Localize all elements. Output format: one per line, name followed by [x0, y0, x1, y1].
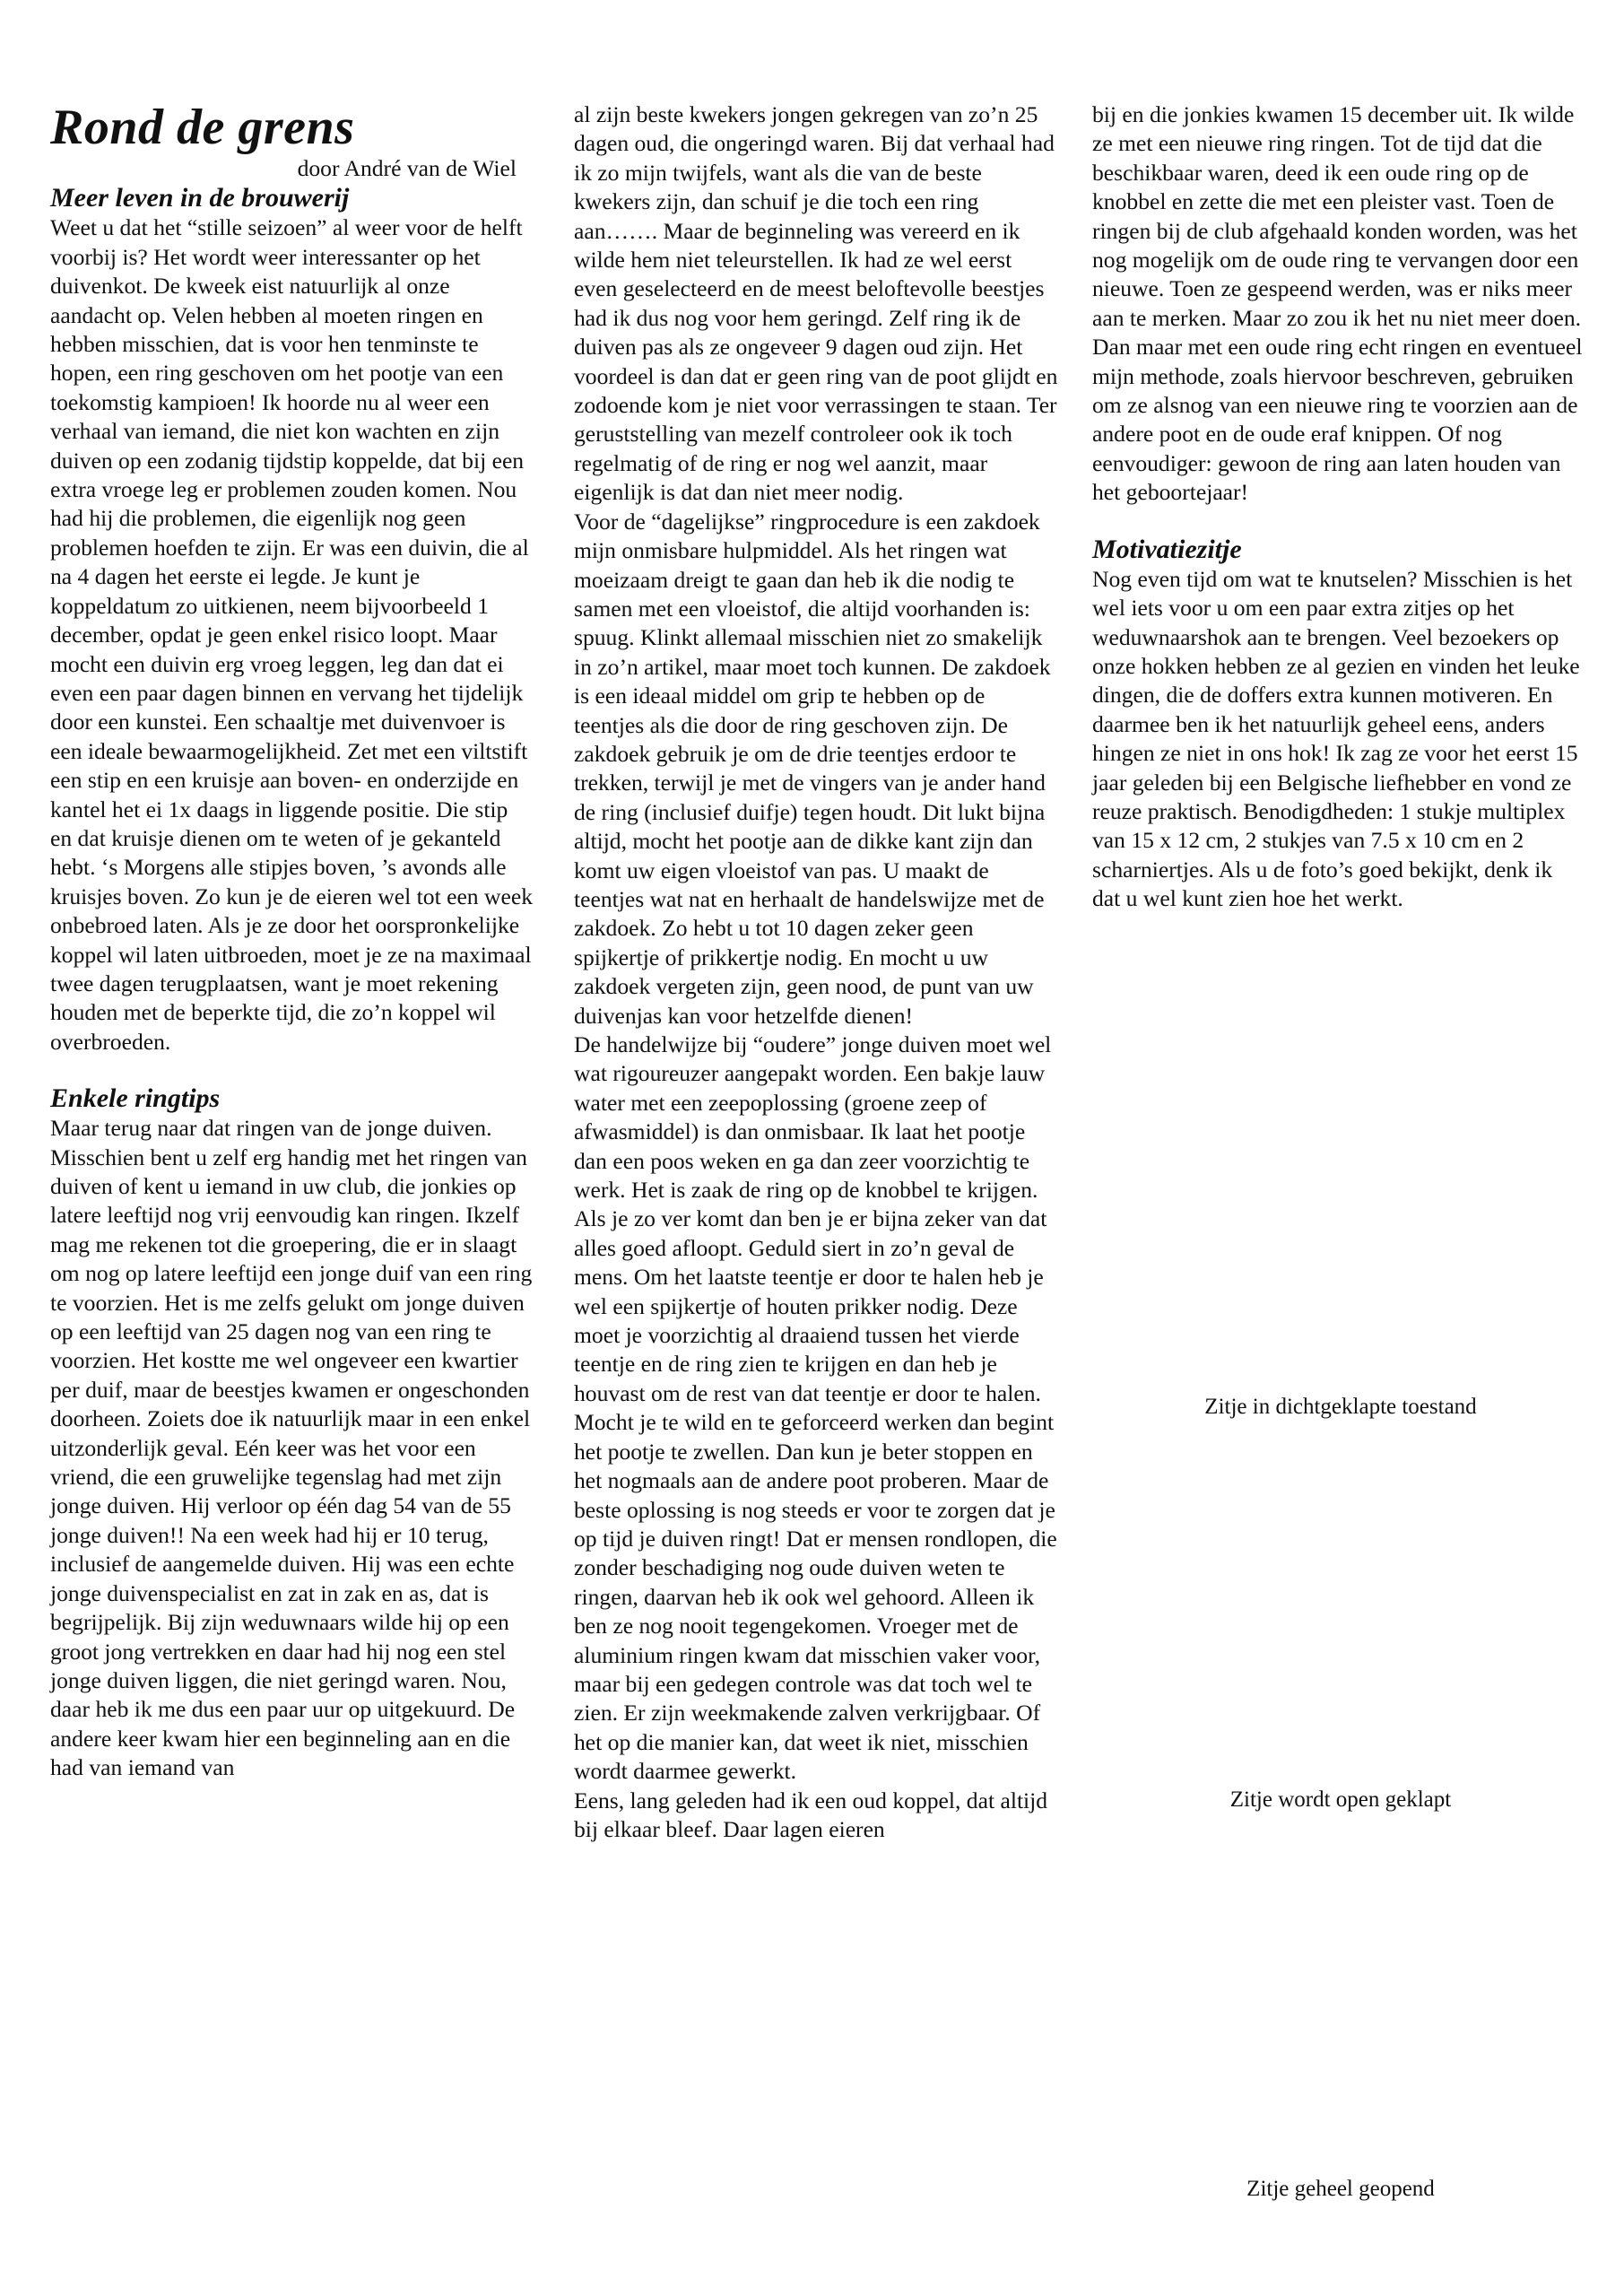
section-heading-brouwerij: Meer leven in de brouwerij [50, 183, 350, 213]
paragraph-col2-2: Voor de “dagelijkse” ringprocedure is een zakdoek mijn onmisbare hulpmiddel. Als het ringen wat moeizaam dreigt te gaan dan heb ik die nodig te samen met een vloeistof, die altijd voorhanden is: spuug. Klinkt allemaal misschien niet zo smakelijk in zo’n artikel, maar moet toch kunnen. De zakdoek is een ideaal middel om grip te hebben op de teentjes als die door de ring geschoven zijn. De zakdoek gebruik je om de drie teentjes erdoor te trekken, terwijl je met de vingers van je ander hand de ring (inclusief duifje) tegen houdt. Dit lukt bijna altijd, mocht het pootje aan de dikke kant zijn dan komt uw eigen vloeistof van pas. U maakt de teentjes wat nat en herhaalt de handelswijze met de zakdoek. Zo hebt u tot 10 dagen zeker geen spijkertje of prikkertje nodig. En mocht u uw zakdoek vergeten zijn, geen nood, de punt van uw duivenjas kan voor hetzelfde dienen! [574, 508, 1051, 1029]
column-2 [574, 100, 1058, 1844]
paragraph-col3-1: bij en die jonkies kwamen 15 december uit. Ik wilde ze met een nieuwe ring ringen. Tot de tijd dat die beschikbaar waren, deed ik een oude ring op de knobbel en zette die met een pleister vast. Toen de ringen bij de club afgehaald konden worden, was het nog mogelijk om de oude ring te vervangen door een nieuwe. Toen ze gespeend werden, was er niks meer aan te merken. Maar zo zou ik het nu niet meer doen. Dan maar met een oude ring echt ringen en eventueel mijn methode, zoals hiervoor beschreven, gebruiken om ze alsnog van een nieuwe ring te voorzien aan de andere poot en de oude eraf knippen. Of nog eenvoudiger: gewoon de ring aan laten houden van het geboortejaar! [1092, 101, 1583, 506]
paragraph-col2-4: Eens, lang geleden had ik een oud koppel, dat altijd bij elkaar bleef. Daar lagen eieren [574, 1787, 1048, 1842]
article-title: Rond de grens [50, 100, 355, 155]
article-byline: door André van de Wiel [297, 155, 517, 181]
section-heading-motivatiezitje: Motivatiezitje [1092, 534, 1242, 564]
section-heading-ringtips: Enkele ringtips [50, 1083, 221, 1114]
spacer [50, 1057, 534, 1083]
column-3 [1092, 100, 1585, 914]
column-1 [50, 100, 534, 1783]
section-text-brouwerij: Weet u dat het “stille seizoen” al weer voor de helft voorbij is? Het wordt weer interessanter op het duivenkot. De kweek eist natuurlijk al onze aandacht op. Velen hebben al moeten ringen en hebben misschien, dat is voor hen tenminste te hopen, een ring geschoven om het pootje van een toekomstig kampioen! Ik hoorde nu al weer een verhaal van iemand, die niet kon wachten en zijn duiven op een zodanig tijdstip koppelde, dat bij een extra vroege leg er problemen zouden komen. Nou had hij die problemen, die eigenlijk nog geen problemen hoefden te zijn. Er was een duivin, die al na 4 dagen het eerste ei legde. Je kunt je koppeldatum zo uitkienen, neem bijvoorbeeld 1 december, opdat je geen enkel risico loopt. Maar mocht een duivin erg vroeg leggen, leg dan dat ei even een paar dagen binnen en vervang het tijdelijk door een kunstei. Een schaaltje met duivenvoer is een ideale bewaarmogelijkheid. Zet met een viltstift een stip en een kruisje aan boven- en onderzijde en kantel het ei 1x daags in liggende positie. Die stip en dat kruisje dienen om te weten of je gekanteld hebt. ‘s Morgens alle stipjes boven, ’s avonds alle kruisjes boven. Zo kun je de eieren wel tot een week onbebroed laten. Als je ze door het oorspronkelijke koppel wil laten uitbroeden, moet je ze na maximaal twee dagen terugplaatsen, want je moet rekening houden met de beperkte tijd, die zo’n koppel wil overbroeden. [50, 214, 533, 1055]
photo-caption-closed: Zitje in dichtgeklapte toestand [1204, 1395, 1477, 1419]
spacer [1092, 508, 1585, 535]
photo-caption-opening: Zitje wordt open geklapt [1229, 1787, 1452, 1812]
section-text-motivatiezitje: Nog even tijd om wat te knutselen? Misschien is het wel iets voor u om een paar extra zitjes op het weduwnaarshok aan te brengen. Veel bezoekers op onze hokken hebben ze al gezien en vinden het leuke dingen, die de doffers extra kunnen motiveren. En daarmee ben ik het natuurlijk geheel eens, anders hingen ze niet in ons hok! Ik zag ze voor het eerst 15 jaar geleden bij een Belgische liefhebber en vond ze reuze praktisch. Benodigdheden: 1 stukje multiplex van 15 x 12 cm, 2 stukjes van 7.5 x 10 cm en 2 scharniertjes. Als u de foto’s goed bekijkt, denk ik dat u wel kunt zien hoe het werkt. [1092, 565, 1580, 912]
paragraph-col2-1: al zijn beste kwekers jongen gekregen van zo’n 25 dagen oud, die ongeringd waren. Bij dat verhaal had ik zo mijn twijfels, want als die van de beste kwekers zijn, dan schuif je die toch een ring aan……. Maar de beginneling was vereerd en ik wilde hem niet teleurstellen. Ik had ze wel eerst even geselecteerd en de meest beloftevolle beestjes had ik dus nog voor hem geringd. Zelf ring ik de duiven pas als ze ongeveer 9 dagen oud zijn. Het voordeel is dan dat er geen ring van de poot glijdt en zodoende kom je niet voor verrassingen te staan. Ter geruststelling van mezelf controleer ook ik toch regelmatig of de ring er nog wel aanzit, maar eigenlijk is dat dan niet meer nodig. [574, 101, 1058, 506]
section-text-ringtips: Maar terug naar dat ringen van de jonge duiven. Misschien bent u zelf erg handig met het ringen van duiven of kent u iemand in uw club, die jonkies op latere leeftijd nog vrij eenvoudig kan ringen. Ikzelf mag me rekenen tot die groepering, die er in slaagt om nog op latere leeftijd een jonge duif van een ring te voorzien. Het is me zelfs gelukt om jonge duiven op een leeftijd van 25 dagen nog van een ring te voorzien. Het kostte me wel ongeveer een kwartier per duif, maar de beestjes kwamen er ongeschonden doorheen. Zoiets doe ik natuurlijk maar in een enkel uitzonderlijk geval. Eén keer was het voor een vriend, die een gruwelijke tegenslag had met zijn jonge duiven. Hij verloor op één dag 54 van de 55 jonge duiven!! Na een week had hij er 10 terug, inclusief de aangemelde duiven. Hij was een echte jonge duivenspecialist en zat in zak en as, dat is begrijpelijk. Bij zijn weduwnaars wilde hij op een groot jong vertrekken en daar had hij nog een stel jonge duiven liggen, die niet geringd waren. Nou, daar heb ik me dus een paar uur op uitgekuurd. De andere keer kwam hier een beginneling aan en die had van iemand van [50, 1115, 533, 1781]
paragraph-col2-3: De handelwijze bij “oudere” jonge duiven moet wel wat rigoureuzer aangepakt worden. Een bakje lauw water met een zeepoplossing (groene zeep of afwasmiddel) is dan onmisbaar. Ik laat het pootje dan een poos weken en ga dan zeer voorzichtig te werk. Het is zaak de ring op de knobbel te krijgen. Als je zo ver komt dan ben je er bijna zeker van dat alles goed afloopt. Geduld siert in zo’n geval de mens. Om het laatste teentje er door te halen heb je wel een spijkertje of houten prikker nodig. Deze moet je voorzichtig al draaiend tussen het vierde teentje en de ring zien te krijgen en dan heb je houvast om de rest van dat teentje er door te halen. Mocht je te wild en te geforceerd werken dan begint het pootje te zwellen. Dan kun je beter stoppen en het nogmaals aan de andere poot proberen. Maar de beste oplossing is nog steeds er voor te zorgen dat je op tijd je duiven ringt! Dat er mensen rondlopen, die zonder beschadiging nog oude duiven weten te ringen, daarvan heb ik ook wel gehoord. Alleen ik ben ze nog nooit tegengekomen. Vroeger met de aluminium ringen kwam dat misschien vaker voor, maar bij een gedegen controle was dat toch wel te zien. Er zijn weekmakende zalven verkrijgbaar. Of het op die manier kan, dat weet ik niet, misschien wordt daarmee gewerkt. [574, 1031, 1057, 1785]
photo-caption-open: Zitje geheel geopend [1246, 2177, 1435, 2201]
